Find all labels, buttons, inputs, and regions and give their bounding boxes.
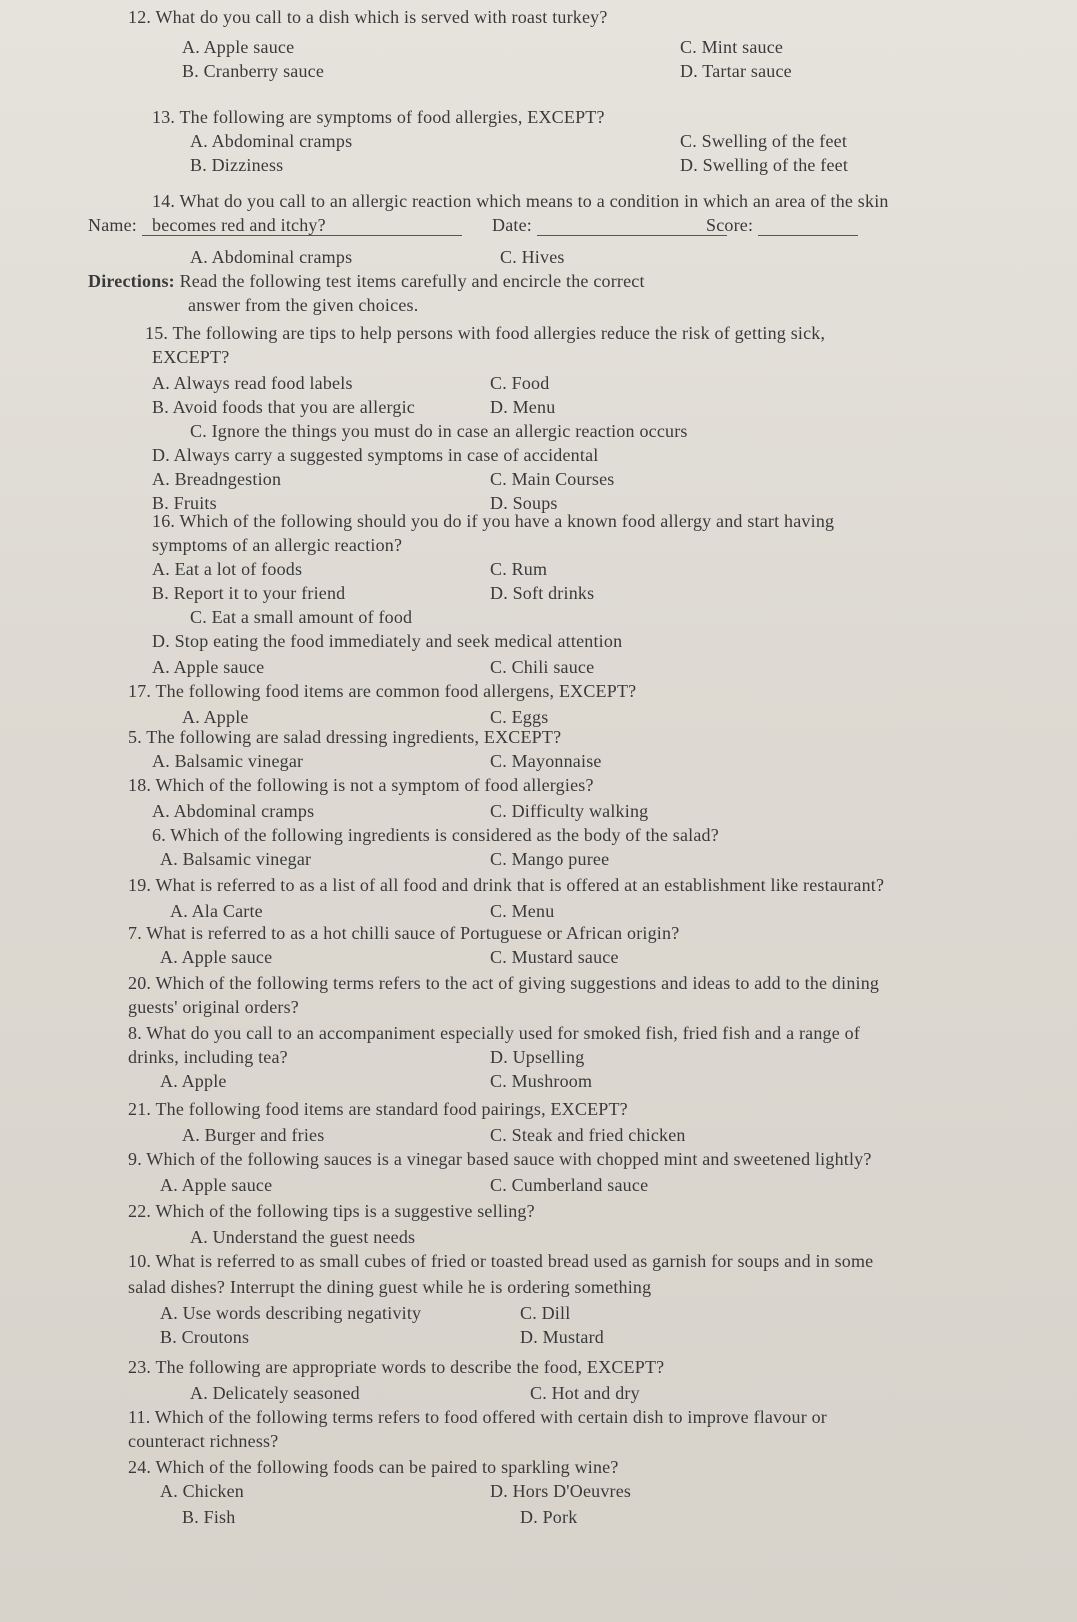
text-line: guests' original orders? — [128, 997, 300, 1017]
text-line: counteract richness? — [128, 1431, 279, 1451]
text-line: symptoms of an allergic reaction? — [152, 535, 403, 555]
text-line: 14. What do you call to an allergic reaction which means to a condition in which an area of the skin — [152, 191, 889, 211]
text-line: A. Apple sauce — [160, 947, 273, 967]
text-line: C. Ignore the things you must do in case an allergic reaction occurs — [190, 421, 688, 441]
text-line: A. Apple sauce — [152, 657, 265, 677]
text-line: EXCEPT? — [152, 347, 230, 367]
text-line: D. Stop eating the food immediately and seek medical attention — [152, 631, 623, 651]
text-line: A. Chicken — [160, 1481, 244, 1501]
directions-label: Directions: — [88, 271, 175, 291]
text-line: C. Cumberland sauce — [490, 1175, 649, 1195]
text-line: A. Abdominal cramps — [190, 247, 353, 267]
text-line: A. Always read food labels — [152, 373, 353, 393]
text-line: D. Tartar sauce — [680, 61, 792, 81]
text-line: B. Cranberry sauce — [182, 61, 325, 81]
text-line: C. Dill — [520, 1303, 571, 1323]
text-line: 20. Which of the following terms refers to the act of giving suggestions and ideas to add to the dining — [128, 973, 880, 993]
text-line: 5. The following are salad dressing ingredients, EXCEPT? — [128, 727, 562, 747]
text-line: 9. Which of the following sauces is a vinegar based sauce with chopped mint and sweetened lightly? — [128, 1149, 872, 1169]
text-line: C. Menu — [490, 901, 555, 921]
text-line: C. Eat a small amount of food — [190, 607, 413, 627]
text-line: A. Balsamic vinegar — [160, 849, 312, 869]
text-line: D. Soft drinks — [490, 583, 595, 603]
text-line: C. Eggs — [490, 707, 549, 727]
directions-text-2: answer from the given choices. — [188, 295, 419, 315]
text-line: Interrupt the dining guest while he is ordering something — [230, 1277, 652, 1297]
score-line — [758, 235, 858, 236]
text-line: A. Apple — [160, 1071, 227, 1091]
text-line: C. Mango puree — [490, 849, 610, 869]
text-line: D. Always carry a suggested symptoms in case of accidental — [152, 445, 599, 465]
text-line: 11. Which of the following terms refers to food offered with certain dish to improve flavour or — [128, 1407, 827, 1427]
date-line — [537, 235, 727, 236]
name-label: Name: — [88, 215, 137, 235]
text-line: B. Report it to your friend — [152, 583, 346, 603]
text-line: C. Difficulty walking — [490, 801, 649, 821]
text-line: D. Mustard — [520, 1327, 604, 1347]
text-line: C. Mustard sauce — [490, 947, 619, 967]
text-line: A. Balsamic vinegar — [152, 751, 304, 771]
text-line: 17. The following food items are common food allergens, EXCEPT? — [128, 681, 637, 701]
text-line: C. Mint sauce — [680, 37, 784, 57]
text-line: C. Food — [490, 373, 550, 393]
text-line: A. Apple sauce — [160, 1175, 273, 1195]
text-line: C. Hot and dry — [530, 1383, 640, 1403]
text-line: A. Use words describing negativity — [160, 1303, 422, 1323]
text-line: 10. What is referred to as small cubes of fried or toasted bread used as garnish for soups and in some — [128, 1251, 874, 1271]
text-line: B. Dizziness — [190, 155, 284, 175]
text-line: D. Hors D'Oeuvres — [490, 1481, 632, 1501]
name-line — [142, 235, 462, 236]
text-line: A. Eat a lot of foods — [152, 559, 303, 579]
text-line: B. Croutons — [160, 1327, 250, 1347]
text-line: A. Breadngestion — [152, 469, 282, 489]
score-label: Score: — [706, 215, 754, 235]
text-line: salad dishes? — [128, 1277, 226, 1297]
text-line: C. Main Courses — [490, 469, 615, 489]
text-line: A. Apple — [182, 707, 249, 727]
text-line: 21. The following food items are standard food pairings, EXCEPT? — [128, 1099, 628, 1119]
text-line: 23. The following are appropriate words to describe the food, EXCEPT? — [128, 1357, 665, 1377]
text-line: C. Swelling of the feet — [680, 131, 848, 151]
date-field — [492, 214, 727, 236]
text-line: D. Soups — [490, 493, 558, 513]
text-line: B. Avoid foods that you are allergic — [152, 397, 415, 417]
directions-line-2 — [188, 294, 418, 316]
score-field — [706, 214, 858, 236]
text-line: D. Menu — [490, 397, 556, 417]
text-line: 12. What do you call to a dish which is served with roast turkey? — [128, 7, 608, 27]
text-line: 24. Which of the following foods can be paired to sparkling wine? — [128, 1457, 619, 1477]
text-line: 13. The following are symptoms of food allergies, EXCEPT? — [152, 107, 605, 127]
text-line: B. Fruits — [152, 493, 217, 513]
text-line: 18. Which of the following is not a symptom of food allergies? — [128, 775, 594, 795]
text-line: D. Swelling of the feet — [680, 155, 849, 175]
text-line: 15. The following are tips to help persons with food allergies reduce the risk of getting sick, — [145, 323, 826, 343]
text-line: C. Rum — [490, 559, 548, 579]
date-label: Date: — [492, 215, 532, 235]
text-line: 7. What is referred to as a hot chilli sauce of Portuguese or African origin? — [128, 923, 680, 943]
text-line: A. Abdominal cramps — [152, 801, 315, 821]
directions-line — [88, 270, 645, 292]
text-line: C. Chili sauce — [490, 657, 595, 677]
text-line: A. Abdominal cramps — [190, 131, 353, 151]
text-line: C. Mayonnaise — [490, 751, 602, 771]
text-line: A. Ala Carte — [170, 901, 263, 921]
text-line: A. Delicately seasoned — [190, 1383, 360, 1403]
text-line: drinks, including tea? — [128, 1047, 288, 1067]
text-line: 16. Which of the following should you do if you have a known food allergy and start having — [152, 511, 835, 531]
text-line: A. Apple sauce — [182, 37, 295, 57]
text-line: D. Upselling — [490, 1047, 585, 1067]
text-line: D. Pork — [520, 1507, 578, 1527]
text-line: A. Burger and fries — [182, 1125, 325, 1145]
text-line: B. Fish — [182, 1507, 236, 1527]
text-line: 8. What do you call to an accompaniment especially used for smoked fish, fried fish and a range of — [128, 1023, 861, 1043]
text-line: 19. What is referred to as a list of all food and drink that is offered at an establishment like restaurant? — [128, 875, 885, 895]
text-line: 6. Which of the following ingredients is considered as the body of the salad? — [152, 825, 719, 845]
text-line: C. Steak and fried chicken — [490, 1125, 686, 1145]
text-line: becomes red and itchy? — [152, 215, 326, 235]
directions-text: Read the following test items carefully and encircle the correct — [179, 271, 645, 291]
text-line: 22. Which of the following tips is a suggestive selling? — [128, 1201, 535, 1221]
text-line: C. Mushroom — [490, 1071, 593, 1091]
text-line: A. Understand the guest needs — [190, 1227, 416, 1247]
text-line: C. Hives — [500, 247, 565, 267]
name-field — [88, 214, 462, 236]
